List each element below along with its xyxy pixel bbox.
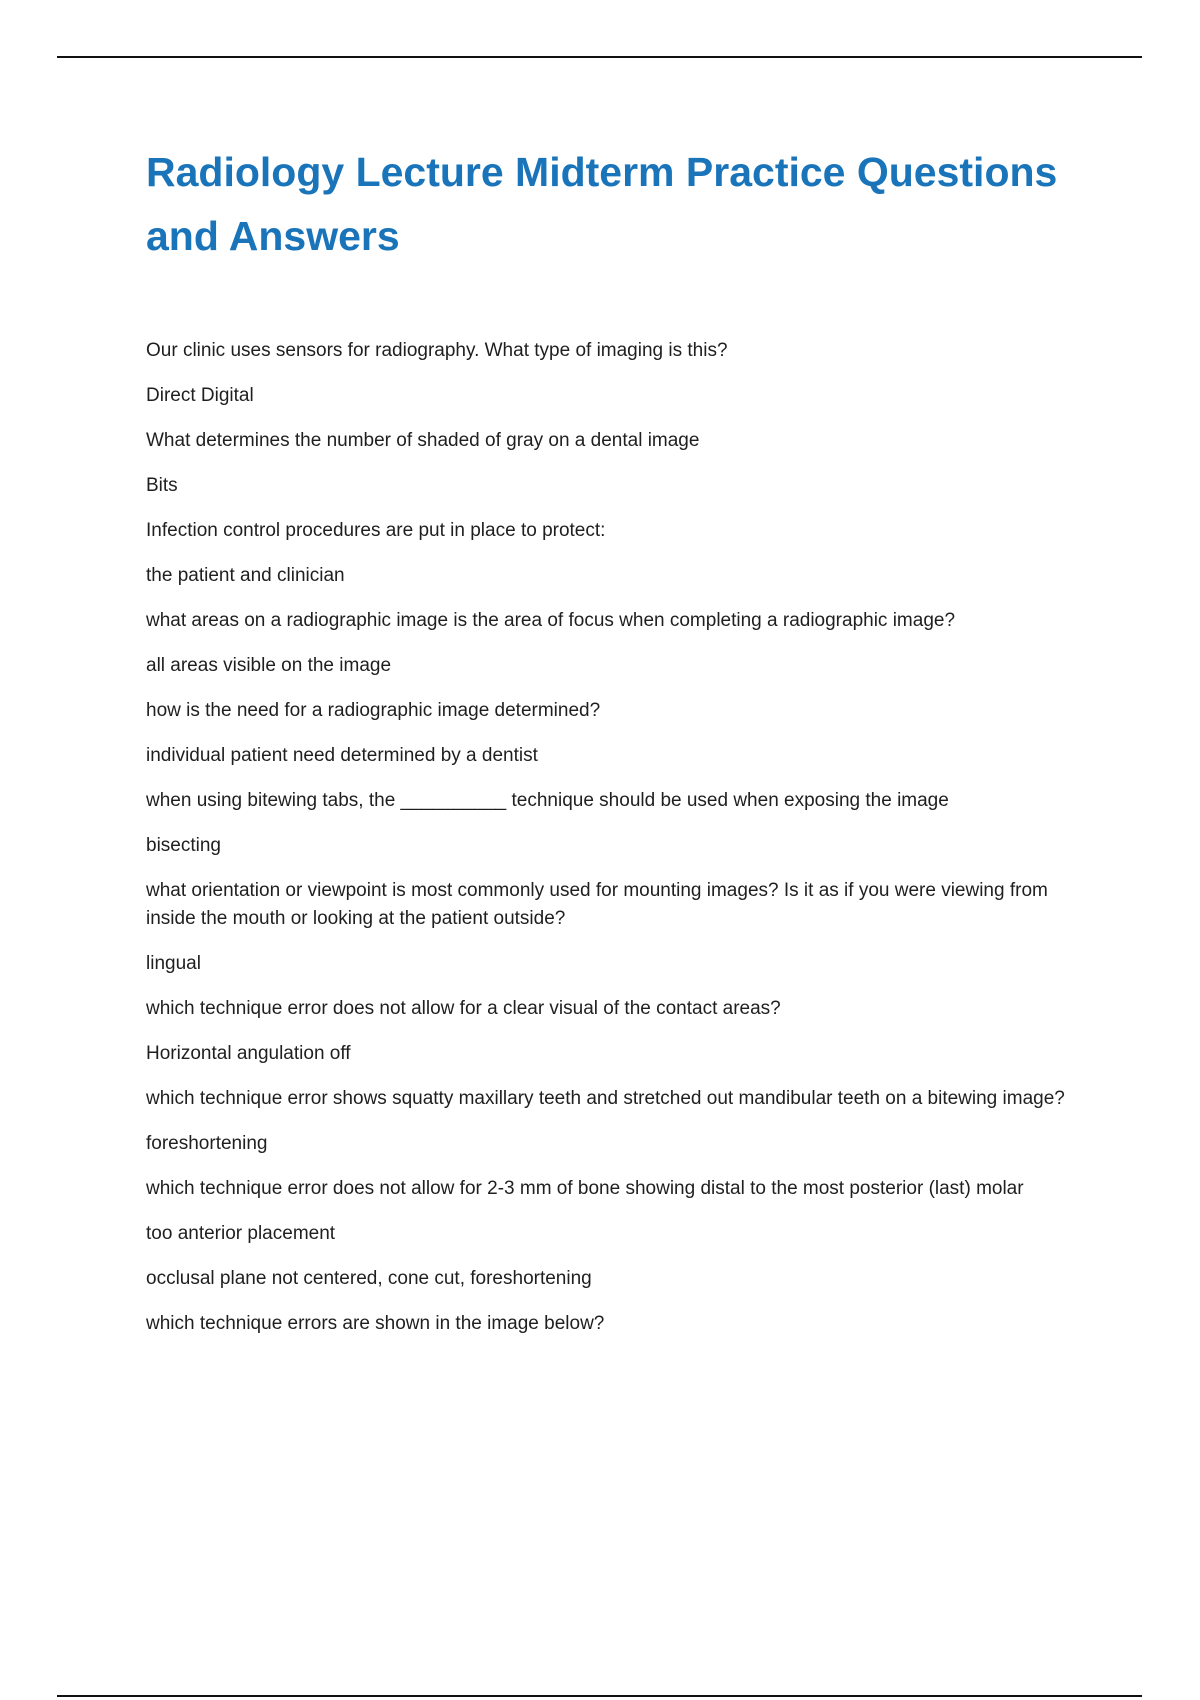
question-9: which technique error shows squatty maxillary teeth and stretched out mandibular teeth on a bitewing image? bbox=[146, 1088, 1065, 1109]
question-7: what orientation or viewpoint is most commonly used for mounting images? Is it as if you were viewing from inside the mouth or looking at the patient outside? bbox=[146, 880, 1048, 929]
answer-2: Bits bbox=[146, 475, 178, 496]
question-11: which technique errors are shown in the image below? bbox=[146, 1313, 605, 1334]
header-rule bbox=[57, 56, 1142, 58]
answer-4: all areas visible on the image bbox=[146, 655, 392, 676]
answer-6: bisecting bbox=[146, 835, 221, 856]
question-2: What determines the number of shaded of gray on a dental image bbox=[146, 430, 700, 451]
question-4: what areas on a radiographic image is the area of focus when completing a radiographic image? bbox=[146, 610, 956, 631]
answer-9: foreshortening bbox=[146, 1133, 268, 1154]
qa-list bbox=[146, 337, 1086, 1355]
document-title: Radiology Lecture Midterm Practice Questions and Answers bbox=[146, 149, 1058, 259]
question-1: Our clinic uses sensors for radiography. What type of imaging is this? bbox=[146, 340, 728, 361]
answer-1: Direct Digital bbox=[146, 385, 254, 406]
answer-10: too anterior placement bbox=[146, 1223, 336, 1244]
answer-3: the patient and clinician bbox=[146, 565, 345, 586]
question-8: which technique error does not allow for a clear visual of the contact areas? bbox=[146, 998, 781, 1019]
answer-7: lingual bbox=[146, 953, 201, 974]
footer-rule bbox=[57, 1695, 1142, 1697]
question-10: which technique error does not allow for 2-3 mm of bone showing distal to the most posterior (last) molar bbox=[146, 1178, 1024, 1199]
answer-5: individual patient need determined by a dentist bbox=[146, 745, 538, 766]
question-6: when using bitewing tabs, the __________ technique should be used when exposing the image bbox=[146, 790, 949, 811]
question-3: Infection control procedures are put in place to protect: bbox=[146, 520, 606, 541]
answer-11: occlusal plane not centered, cone cut, foreshortening bbox=[146, 1268, 592, 1289]
question-5: how is the need for a radiographic image determined? bbox=[146, 700, 601, 721]
answer-8: Horizontal angulation off bbox=[146, 1043, 351, 1064]
